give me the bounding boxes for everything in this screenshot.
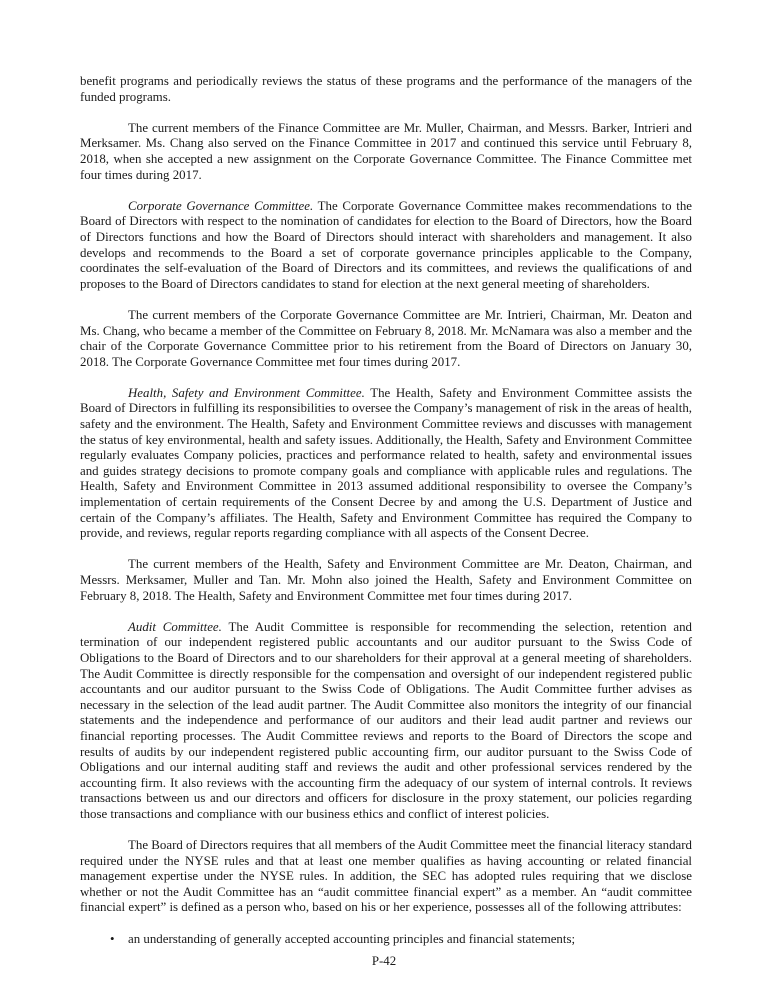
- paragraph-text: The current members of the Finance Committee are Mr. Muller, Chairman, and Messrs. Barker, Intrieri and Merksamer. Ms. Chang also served on the Finance Committee in 2017 and continued this service until February 8, 2018, when she accepted a new assignment on the Corporate Governance Committee. The Finance Committee met four times during 2017.: [80, 120, 692, 182]
- section-heading-corporate-governance: Corporate Governance Committee.: [128, 198, 314, 213]
- paragraph-audit-requirements: [80, 838, 692, 916]
- paragraph-corporate-governance-members: [80, 308, 692, 370]
- paragraph-text: benefit programs and periodically reviews the status of these programs and the performance of the managers of the funded programs.: [80, 74, 692, 104]
- paragraph-text: The Audit Committee is responsible for recommending the selection, retention and termination of our independent registered public accountants and our auditor pursuant to the Swiss Code of Obligations to the Board of Directors and to our shareholders for their approval at a general meeting of shareholders. The Audit Committee is directly responsible for the compensation and oversight of our independent registered public accountants and our auditor pursuant to the Swiss Code of Obligations. The Audit Committee further advises as necessary in the selection of the lead audit partner. The Audit Committee also monitors the integrity of our financial statements and the independence and performance of our auditors and their lead audit partner and reviews our financial reporting processes. The Audit Committee reviews and reports to the Board of Directors the scope and results of audits by our independent registered public accounting firm, our auditor pursuant to the Swiss Code of Obligations and our internal auditing staff and reviews the audit and other professional services rendered by the accounting firm. It also reviews with the accounting firm the adequacy of our system of internal controls. It reviews transactions between us and our directors and officers for disclosure in the proxy statement, our policies regarding those transactions and compliance with our business ethics and conflict of interest policies.: [80, 619, 692, 821]
- paragraph-hse-members: [80, 557, 692, 604]
- paragraph-benefit-programs: [80, 74, 692, 105]
- paragraph-text: The Corporate Governance Committee makes recommendations to the Board of Directors with respect to the nomination of candidates for election to the Board of Directors, how the Board of Directors functions and how the Board of Directors should interact with shareholders and management. It also develops and recommends to the Board a set of corporate governance principles applicable to the Company, coordinates the self-evaluation of the Board of Directors and its committees, and reviews the qualifications of and proposes to the Board of Directors candidates to stand for election at the next general meeting of shareholders.: [80, 198, 692, 291]
- section-heading-hse: Health, Safety and Environment Committee.: [128, 385, 365, 400]
- paragraph-audit-committee: [80, 620, 692, 823]
- paragraph-text: The Board of Directors requires that all members of the Audit Committee meet the financial literacy standard required under the NYSE rules and that at least one member qualifies as having accounting or related financial management expertise under the NYSE rules. In addition, the SEC has adopted rules requiring that we disclose whether or not the Audit Committee has an “audit committee financial expert” as a member. An “audit committee financial expert” is defined as a person who, based on his or her experience, possesses all of the following attributes:: [80, 838, 692, 915]
- page-footer: [0, 954, 768, 969]
- attributes-bullet-list: [80, 932, 692, 948]
- bullet-item: [80, 932, 692, 948]
- paragraph-text: The Health, Safety and Environment Committee assists the Board of Directors in fulfilling its responsibilities to oversee the Company’s management of risk in the areas of health, safety and the environment. The Health, Safety and Environment Committee reviews and discusses with management the status of key environmental, health and safety issues. Additionally, the Health, Safety and Environment Committee regularly evaluates Company policies, practices and performance related to health, safety and environmental issues and guides strategy decisions to promote company goals and compliance with applicable rules and regulations. The Health, Safety and Environment Committee in 2013 assumed additional responsibility to oversee the Company’s implementation of certain requirements of the Consent Decree by and among the U.S. Department of Justice and certain of the Company’s affiliates. The Health, Safety and Environment Committee has required the Company to provide, and reviews, regular reports regarding compliance with all aspects of the Consent Decree.: [80, 385, 692, 541]
- bullet-text: an understanding of generally accepted accounting principles and financial statements;: [128, 931, 576, 946]
- paragraph-text: The current members of the Health, Safety and Environment Committee are Mr. Deaton, Chairman, and Messrs. Merksamer, Muller and Tan. Mr. Mohn also joined the Health, Safety and Environment Committee on February 8, 2018. The Health, Safety and Environment Committee met four times during 2017.: [80, 557, 692, 603]
- page-number: P-42: [371, 954, 397, 968]
- paragraph-hse-committee: [80, 386, 692, 542]
- document-body: [80, 74, 692, 947]
- paragraph-finance-committee-members: [80, 121, 692, 183]
- section-heading-audit: Audit Committee.: [128, 619, 222, 634]
- paragraph-text: The current members of the Corporate Governance Committee are Mr. Intrieri, Chairman, Mr. Deaton and Ms. Chang, who became a member of the Committee on February 8, 2018. Mr. McNamara was also a member and the chair of the Corporate Governance Committee prior to his retirement from the Board of Directors on January 30, 2018. The Corporate Governance Committee met four times during 2017.: [80, 307, 692, 369]
- bullet-icon: •: [110, 931, 115, 946]
- paragraph-corporate-governance-committee: [80, 199, 692, 293]
